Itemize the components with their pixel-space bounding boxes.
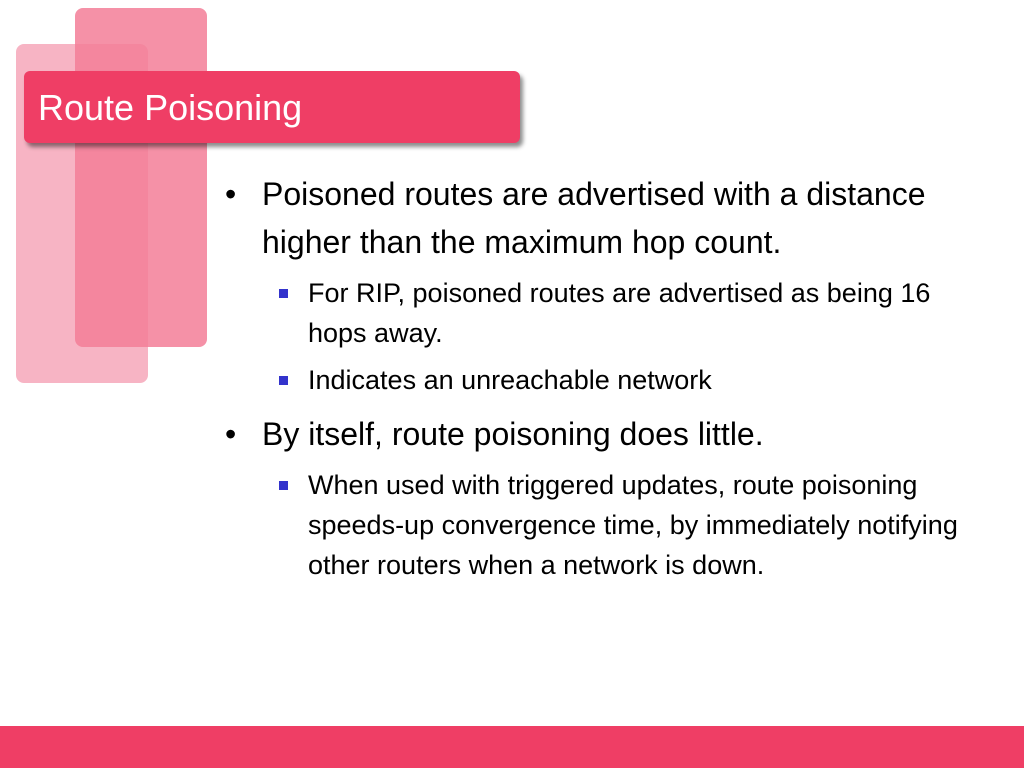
bullet-text: Poisoned routes are advertised with a distance higher than the maximum hop count.	[262, 176, 926, 260]
decorative-front-panel	[75, 8, 207, 347]
sub-bullet-item-2-1	[222, 465, 982, 585]
slide-title: Route Poisoning	[38, 87, 303, 128]
sub-bullet-text: When used with triggered updates, route poisoning speeds-up convergence time, by immediately notifying other routers when a network is down.	[308, 470, 958, 580]
bullet-item-2	[222, 410, 982, 458]
bullet-list	[222, 170, 982, 585]
bullet-dot-icon: •	[225, 176, 237, 212]
sub-bullet-text: Indicates an unreachable network	[308, 365, 712, 395]
sub-bullet-item-1-1	[222, 273, 982, 353]
bullet-dot-icon: •	[225, 416, 237, 452]
square-bullet-icon	[279, 289, 288, 298]
square-bullet-icon	[279, 481, 288, 490]
bullet-item-1	[222, 170, 982, 266]
square-bullet-icon	[279, 376, 288, 385]
bullet-text: By itself, route poisoning does little.	[262, 416, 764, 452]
sub-bullet-text: For RIP, poisoned routes are advertised as being 16 hops away.	[308, 278, 931, 348]
footer-band	[0, 726, 1024, 768]
sub-bullet-item-1-2	[222, 360, 982, 400]
